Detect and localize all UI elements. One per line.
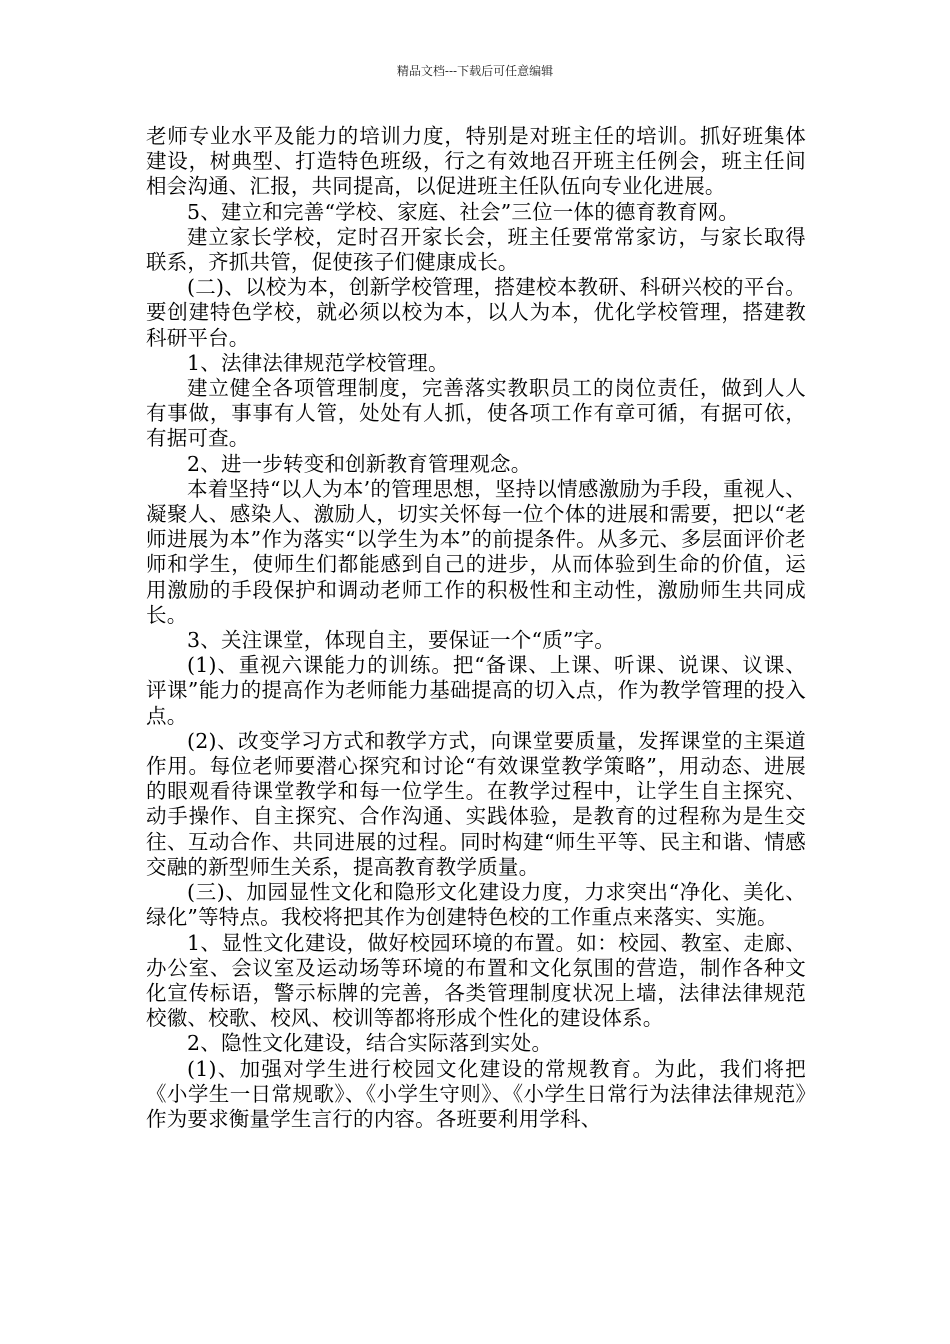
paragraph-2: 5、建立和完善“学校、家庭、社会”三位一体的德育教育网。 [187, 199, 740, 224]
paragraph-6: 建立健全各项管理制度，完善落实教职员工的岗位责任，做到人人有事做，事事有人管，处处有人抓，使各项工作有章可循，有据可依，有据可查。 [146, 376, 806, 451]
paragraph-5: 1、法律法律规范学校管理。 [187, 350, 449, 375]
paragraph-14: 2、隐性文化建设，结合实际落到实处。 [187, 1031, 553, 1056]
paragraph-15: (1)、加强对学生进行校园文化建设的常规教育。为此，我们将把《小学生一日常规歌》、《小学生守则》、《小学生日常行为法律法律规范》作为要求衡量学生言行的内容。各班要利用学科、 [146, 1056, 806, 1131]
document-body [146, 124, 806, 1132]
paragraph-3: 建立家长学校，定时召开家长会，班主任要常常家访，与家长取得联系，齐抓共管，促使孩子们健康成长。 [146, 224, 806, 275]
paragraph-1: 老师专业水平及能力的培训力度，特别是对班主任的培训。抓好班集体建设，树典型、打造特色班级，行之有效地召开班主任例会，班主任间相会沟通、汇报，共同提高，以促进班主任队伍向专业化进展。 [146, 124, 806, 199]
paragraph-11: (2)、改变学习方式和教学方式，向课堂要质量，发挥课堂的主渠道作用。每位老师要潜心探究和讨论“有效课堂教学策略”，用动态、进展的眼观看待课堂教学和每一位学生。在教学过程中，让学生自主探究、动手操作、自主探究、合作沟通、实践体验，是教育的过程称为是生交往、互动合作、共同进展的过程。同时构建“师生平等、民主和谐、情感交融的新型师生关系，提高教育教学质量。 [146, 728, 806, 879]
page-header-watermark: 精品文档---下载后可任意编辑 [396, 64, 554, 78]
paragraph-9: 3、关注课堂，体现自主，要保证一个“质”字。 [187, 628, 615, 653]
paragraph-12: (三)、加园显性文化和隐形文化建设力度，力求突出“净化、美化、绿化”等特点。我校将把其作为创建特色校的工作重点来落实、实施。 [146, 880, 806, 930]
paragraph-4: (二)、以校为本，创新学校管理，搭建校本教研、科研兴校的平台。要创建特色学校，就必须以校为本，以人为本，优化学校管理，搭建教科研平台。 [146, 275, 806, 350]
paragraph-10: (1)、重视六课能力的训练。把“备课、上课、听课、说课、议课、评课”能力的提高作为老师能力基础提高的切入点，作为教学管理的投入点。 [146, 653, 806, 728]
paragraph-7: 2、进一步转变和创新教育管理观念。 [187, 451, 532, 476]
paragraph-13: 1、显性文化建设，做好校园环境的布置。如：校园、教室、走廊、办公室、会议室及运动场等环境的布置和文化氛围的营造，制作各种文化宣传标语，警示标牌的完善，各类管理制度状况上墙，法律法律规范校徽、校歌、校风、校训等都将形成个性化的建设体系。 [146, 930, 806, 1031]
paragraph-8: 本着坚持“以人为本’的管理思想，坚持以情感激励为手段，重视人、凝聚人、感染人、激励人，切实关怀每一位个体的进展和需要，把以“老师进展为本”作为落实“以学生为本”的前提条件。从多元、多层面评价老师和学生，使师生们都能感到自己的进步，从而体验到生命的价值，运用激励的手段保护和调动老师工作的积极性和主动性，激励师生共同成长。 [146, 476, 806, 627]
